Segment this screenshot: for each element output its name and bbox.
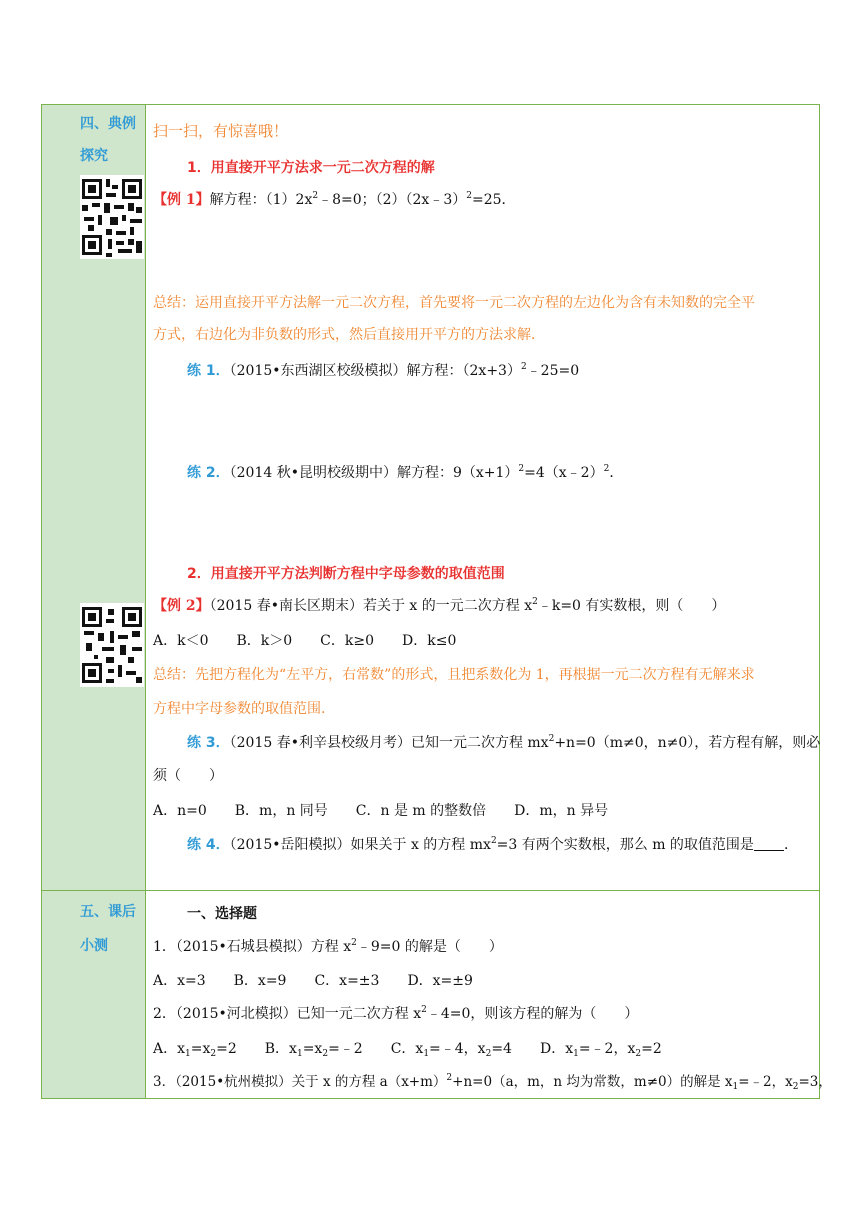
- example-1: [153, 190, 516, 210]
- practice-2-text: ．: [609, 465, 624, 481]
- example-2: [153, 596, 725, 616]
- practice-3: [187, 733, 820, 753]
- quiz-question-2: [153, 1004, 638, 1024]
- example-2-text: （2015 春•南长区期末）若关于 x 的一元二次方程 x: [209, 598, 533, 614]
- practice-4-tag: 练 4．: [187, 837, 230, 853]
- subscript: 2: [210, 1049, 217, 1059]
- practice-4-text: ．: [783, 837, 798, 853]
- example-2-tag: 【例 2】: [153, 598, 210, 614]
- superscript: 2: [351, 938, 357, 948]
- row-divider: [42, 890, 819, 891]
- superscript: 2: [532, 597, 538, 607]
- example-1-text: 解方程：（1）2x: [209, 192, 313, 208]
- subscript: 2: [635, 1049, 642, 1059]
- superscript: 2: [312, 191, 319, 201]
- example-2-options: A．k＜0 B．k＞0 C．k≥0 D．k≤0: [153, 633, 457, 649]
- heading-method-2: 2．用直接开平方法判断方程中字母参数的取值范围: [187, 566, 505, 582]
- option-text: =﹣2，x: [578, 1041, 636, 1057]
- subscript: 1: [296, 1049, 303, 1059]
- practice-4-text: （2015•岳阳模拟）如果关于 x 的方程 mx: [229, 837, 491, 853]
- practice-3-text: （2015 春•利辛县校级月考）已知一元二次方程 mx: [229, 735, 549, 751]
- superscript: 2: [466, 191, 472, 201]
- subscript: 1: [573, 1049, 579, 1059]
- question-text: =3，: [798, 1074, 832, 1090]
- example-1-text: ﹣8=0；（2）（2x﹣3）: [318, 192, 467, 208]
- subscript: 2: [792, 1082, 799, 1092]
- summary-1-line-2: 方式，右边化为非负数的形式，然后直接用开平方的方法求解．: [153, 327, 545, 343]
- option-text: =4 D．x: [491, 1041, 574, 1057]
- quiz-heading: 一、选择题: [187, 906, 257, 922]
- practice-4: [187, 835, 798, 855]
- quiz-question-1: [153, 937, 503, 957]
- option-text: =x: [190, 1041, 211, 1057]
- option-text: A．x: [153, 1041, 186, 1057]
- summary-2-line-2: 方程中字母参数的取值范围.: [153, 701, 326, 717]
- practice-1-tag: 练 1．: [187, 363, 230, 379]
- superscript: 2: [421, 1005, 427, 1015]
- option-text: =﹣4，x: [429, 1041, 486, 1057]
- scan-prompt: 扫一扫，有惊喜哦！: [153, 122, 289, 140]
- section4-label-line2: 探究: [80, 148, 108, 164]
- example-1-text: =25．: [471, 192, 516, 208]
- quiz-question-1-options: A．x=3 B．x=9 C．x=±3 D．x=±9: [153, 973, 473, 989]
- subscript: 1: [732, 1082, 739, 1092]
- question-text: +n=0（a，m，n 均为常数，m≠0）的解是 x: [452, 1074, 733, 1090]
- superscript: 2: [490, 836, 497, 846]
- section4-label-line1: 四、典例: [80, 116, 136, 132]
- question-text: 1．（2015•石城县模拟）方程 x: [153, 939, 352, 955]
- practice-4-text: =3 有两个实数根，那么 m 的取值范围是: [496, 837, 754, 853]
- practice-2: [187, 463, 623, 483]
- question-text: 2．（2015•河北模拟）已知一元二次方程 x: [153, 1006, 422, 1022]
- quiz-question-2-options: [153, 1039, 662, 1059]
- practice-3-line-2: 须（ ）: [153, 768, 223, 784]
- practice-2-text: （2014 秋•昆明校级期中）解方程：9（x+1）: [229, 465, 519, 481]
- subscript: 1: [185, 1049, 191, 1059]
- example-2-text: ﹣k=0 有实数根，则（ ）: [537, 598, 726, 614]
- option-text: =2: [641, 1041, 662, 1057]
- superscript: 2: [520, 362, 527, 372]
- question-text: ﹣9=0 的解是（ ）: [356, 939, 503, 955]
- subscript: 2: [322, 1049, 329, 1059]
- question-text: ﹣4=0，则该方程的解为（ ）: [426, 1006, 639, 1022]
- question-text: =﹣2，x: [738, 1074, 793, 1090]
- heading-method-1: 1．用直接开平方法求一元二次方程的解: [187, 160, 435, 176]
- option-text: =x: [302, 1041, 323, 1057]
- content-table: [41, 104, 832, 1099]
- qr-code-icon[interactable]: [80, 603, 144, 687]
- practice-3-text: +n=0（m≠0，n≠0），若方程有解，则必: [554, 735, 821, 751]
- practice-3-tag: 练 3．: [187, 735, 230, 751]
- question-text: 3．（2015•杭州模拟）关于 x 的方程 a（x+m）: [153, 1074, 447, 1090]
- subscript: 1: [423, 1049, 430, 1059]
- summary-1-line-1: 总结：运用直接开平方法解一元二次方程，首先要将一元二次方程的左边化为含有未知数的完全平: [153, 295, 755, 311]
- practice-2-tag: 练 2．: [187, 465, 230, 481]
- practice-2-text: =4（x﹣2）: [524, 465, 604, 481]
- qr-code-icon[interactable]: [80, 175, 144, 259]
- superscript: 2: [548, 734, 555, 744]
- example-1-tag: 【例 1】: [153, 192, 210, 208]
- practice-1-text: （2015•东西湖区校级模拟）解方程：（2x+3）: [229, 363, 521, 379]
- option-text: =2 B．x: [216, 1041, 297, 1057]
- practice-1-text: ﹣25=0: [526, 363, 580, 379]
- section5-label-line1: 五、课后: [80, 904, 136, 920]
- summary-2-line-1: 总结：先把方程化为“左平方，右常数”的形式，且把系数化为 1，再根据一元二次方程有无解来求: [153, 667, 755, 683]
- section5-label-line2: 小测: [80, 938, 108, 954]
- superscript: 2: [518, 464, 525, 474]
- option-text: =﹣2 C．x: [328, 1041, 424, 1057]
- practice-3-options: A．n=0 B．m，n 同号 C．n 是 m 的整数倍 D．m，n 异号: [153, 803, 609, 819]
- superscript: 2: [446, 1073, 453, 1083]
- superscript: 2: [603, 464, 610, 474]
- subscript: 2: [485, 1049, 492, 1059]
- answer-blank[interactable]: [754, 836, 784, 851]
- quiz-question-3: [153, 1072, 832, 1092]
- practice-1: [187, 361, 579, 381]
